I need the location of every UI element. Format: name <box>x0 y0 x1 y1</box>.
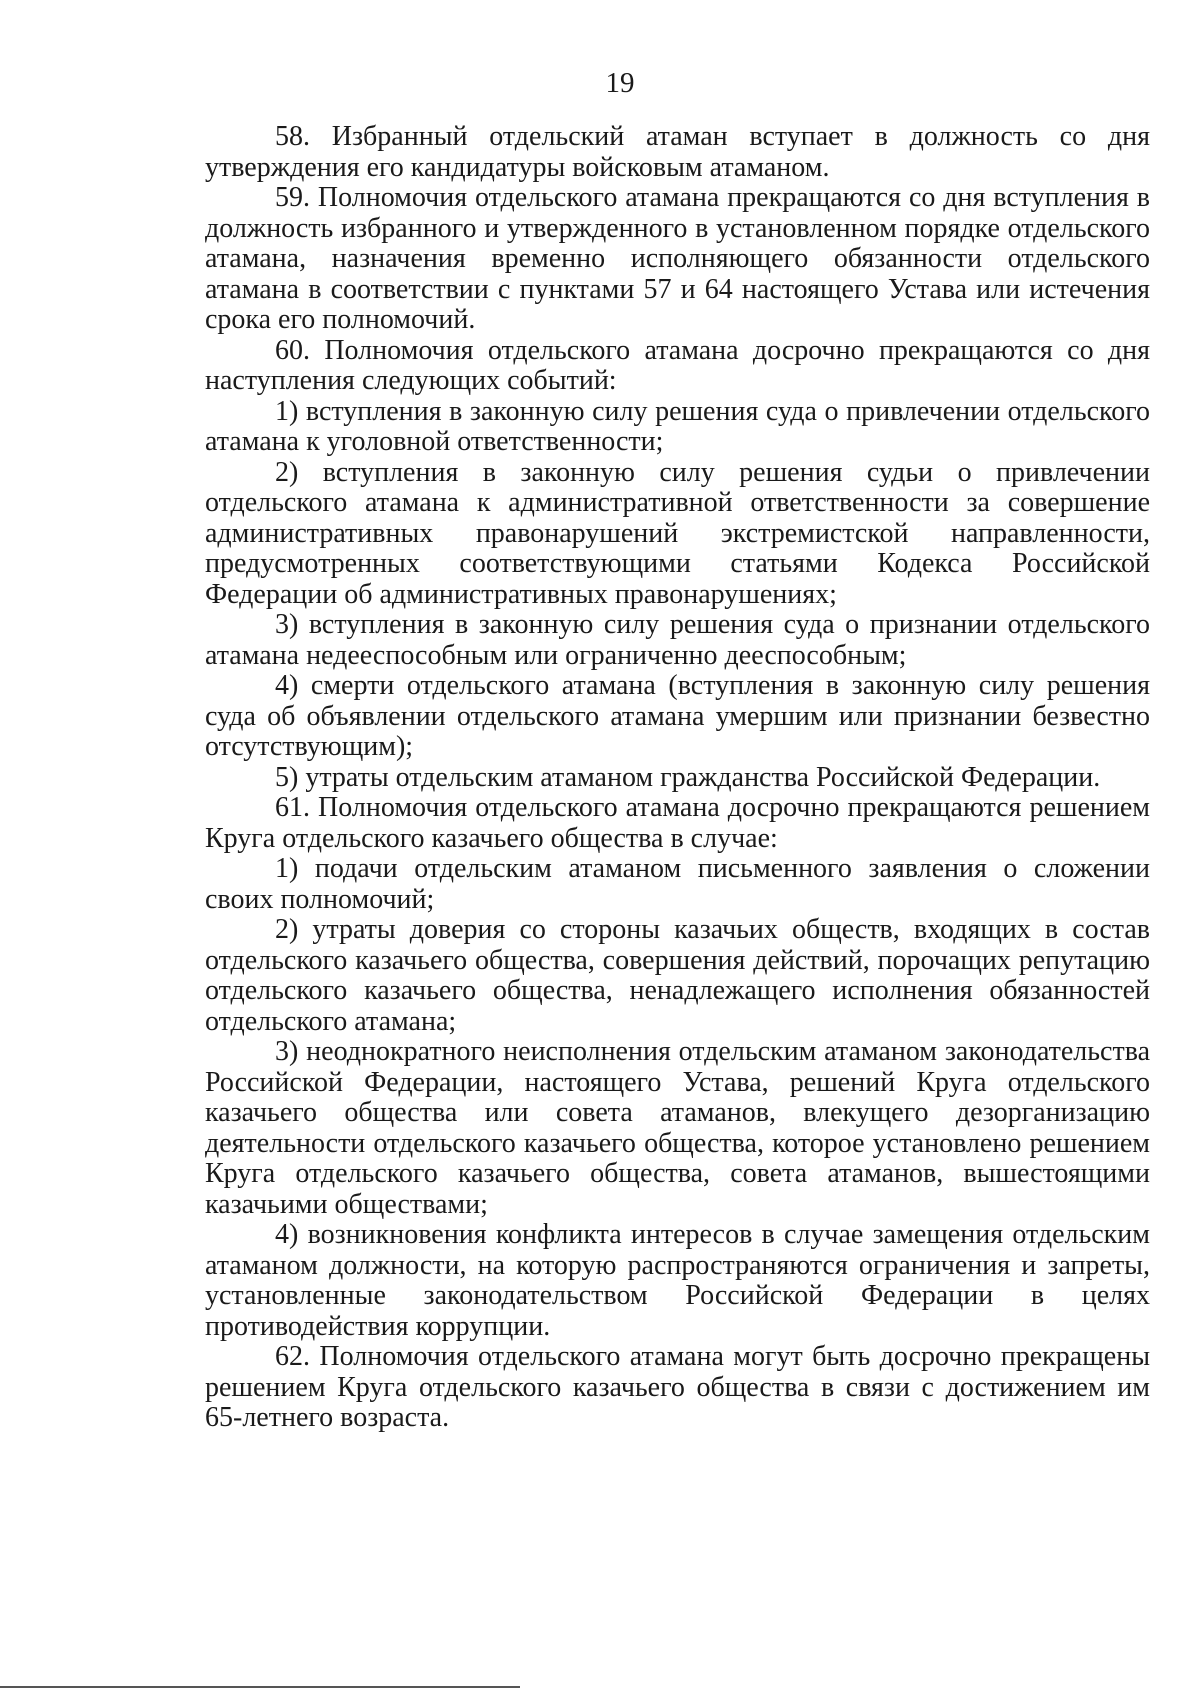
paragraph-62: 62. Полномочия отдельского атамана могут быть досрочно прекращены решением Круга отдельского казачьего общества в связи с достижением им 65-летнего возраста. <box>205 1341 1150 1433</box>
paragraph-60-item-3: 3) вступления в законную силу решения суда о признании отдельского атамана недееспособным или ограниченно дееспособным; <box>205 609 1150 671</box>
scan-edge-line <box>0 1686 520 1688</box>
paragraph-61-item-3: 3) неоднократного неисполнения отдельским атаманом законодательства Российской Федерации, настоящего Устава, решений Круга отдельского казачьего общества или совета атаманов, влекущего дезорганизацию деятельности отдельского казачьего общества, которое установлено решением Круга отдельского казачьего общества, совета атаманов, вышестоящими казачьими обществами; <box>205 1036 1150 1220</box>
paragraph-60-item-5: 5) утраты отдельским атаманом гражданства Российской Федерации. <box>275 761 1101 793</box>
paragraph-60: 60. Полномочия отдельского атамана досрочно прекращаются со дня наступления следующих событий: <box>205 334 1150 396</box>
paragraph-61: 61. Полномочия отдельского атамана досрочно прекращаются решением Круга отдельского казачьего общества в случае: <box>205 792 1150 854</box>
paragraph-60-item-1: 1) вступления в законную силу решения суда о привлечении отдельского атамана к уголовной ответственности; <box>205 395 1150 457</box>
paragraph-60-item-4: 4) смерти отдельского атамана (вступления в законную силу решения суда об объявлении отдельского атамана умершим или признании безвестно отсутствующим); <box>205 670 1150 762</box>
paragraph-61-item-2: 2) утраты доверия со стороны казачьих обществ, входящих в состав отдельского казачьего общества, совершения действий, порочащих репутацию отдельского казачьего общества, ненадлежащего исполнения обязанностей отдельского атамана; <box>205 914 1150 1037</box>
document-body <box>205 122 1150 1434</box>
paragraph-61-item-4: 4) возникновения конфликта интересов в случае замещения отдельским атаманом должности, на которую распространяются ограничения и запреты, установленные законодательством Российской Федерации в целях противодействия коррупции. <box>205 1219 1150 1342</box>
paragraph-60-item-2: 2) вступления в законную силу решения судьи о привлечении отдельского атамана к административной ответственности за совершение административных правонарушений экстремистской направленности, предусмотренных соответствующими статьями Кодекса Российской Федерации об административных правонарушениях; <box>205 456 1150 610</box>
paragraph-59: 59. Полномочия отдельского атамана прекращаются со дня вступления в должность избранного и утвержденного в установленном порядке отдельского атамана, назначения временно исполняющего обязанности отдельского атамана в соответствии с пунктами 57 и 64 настоящего Устава или истечения срока его полномочий. <box>205 182 1150 335</box>
page-number: 19 <box>605 67 635 99</box>
paragraph-58: 58. Избранный отдельский атаман вступает в должность со дня утверждения его кандидатуры войсковым атаманом. <box>205 121 1150 183</box>
paragraph-61-item-1: 1) подачи отдельским атаманом письменного заявления о сложении своих полномочий; <box>205 853 1150 915</box>
